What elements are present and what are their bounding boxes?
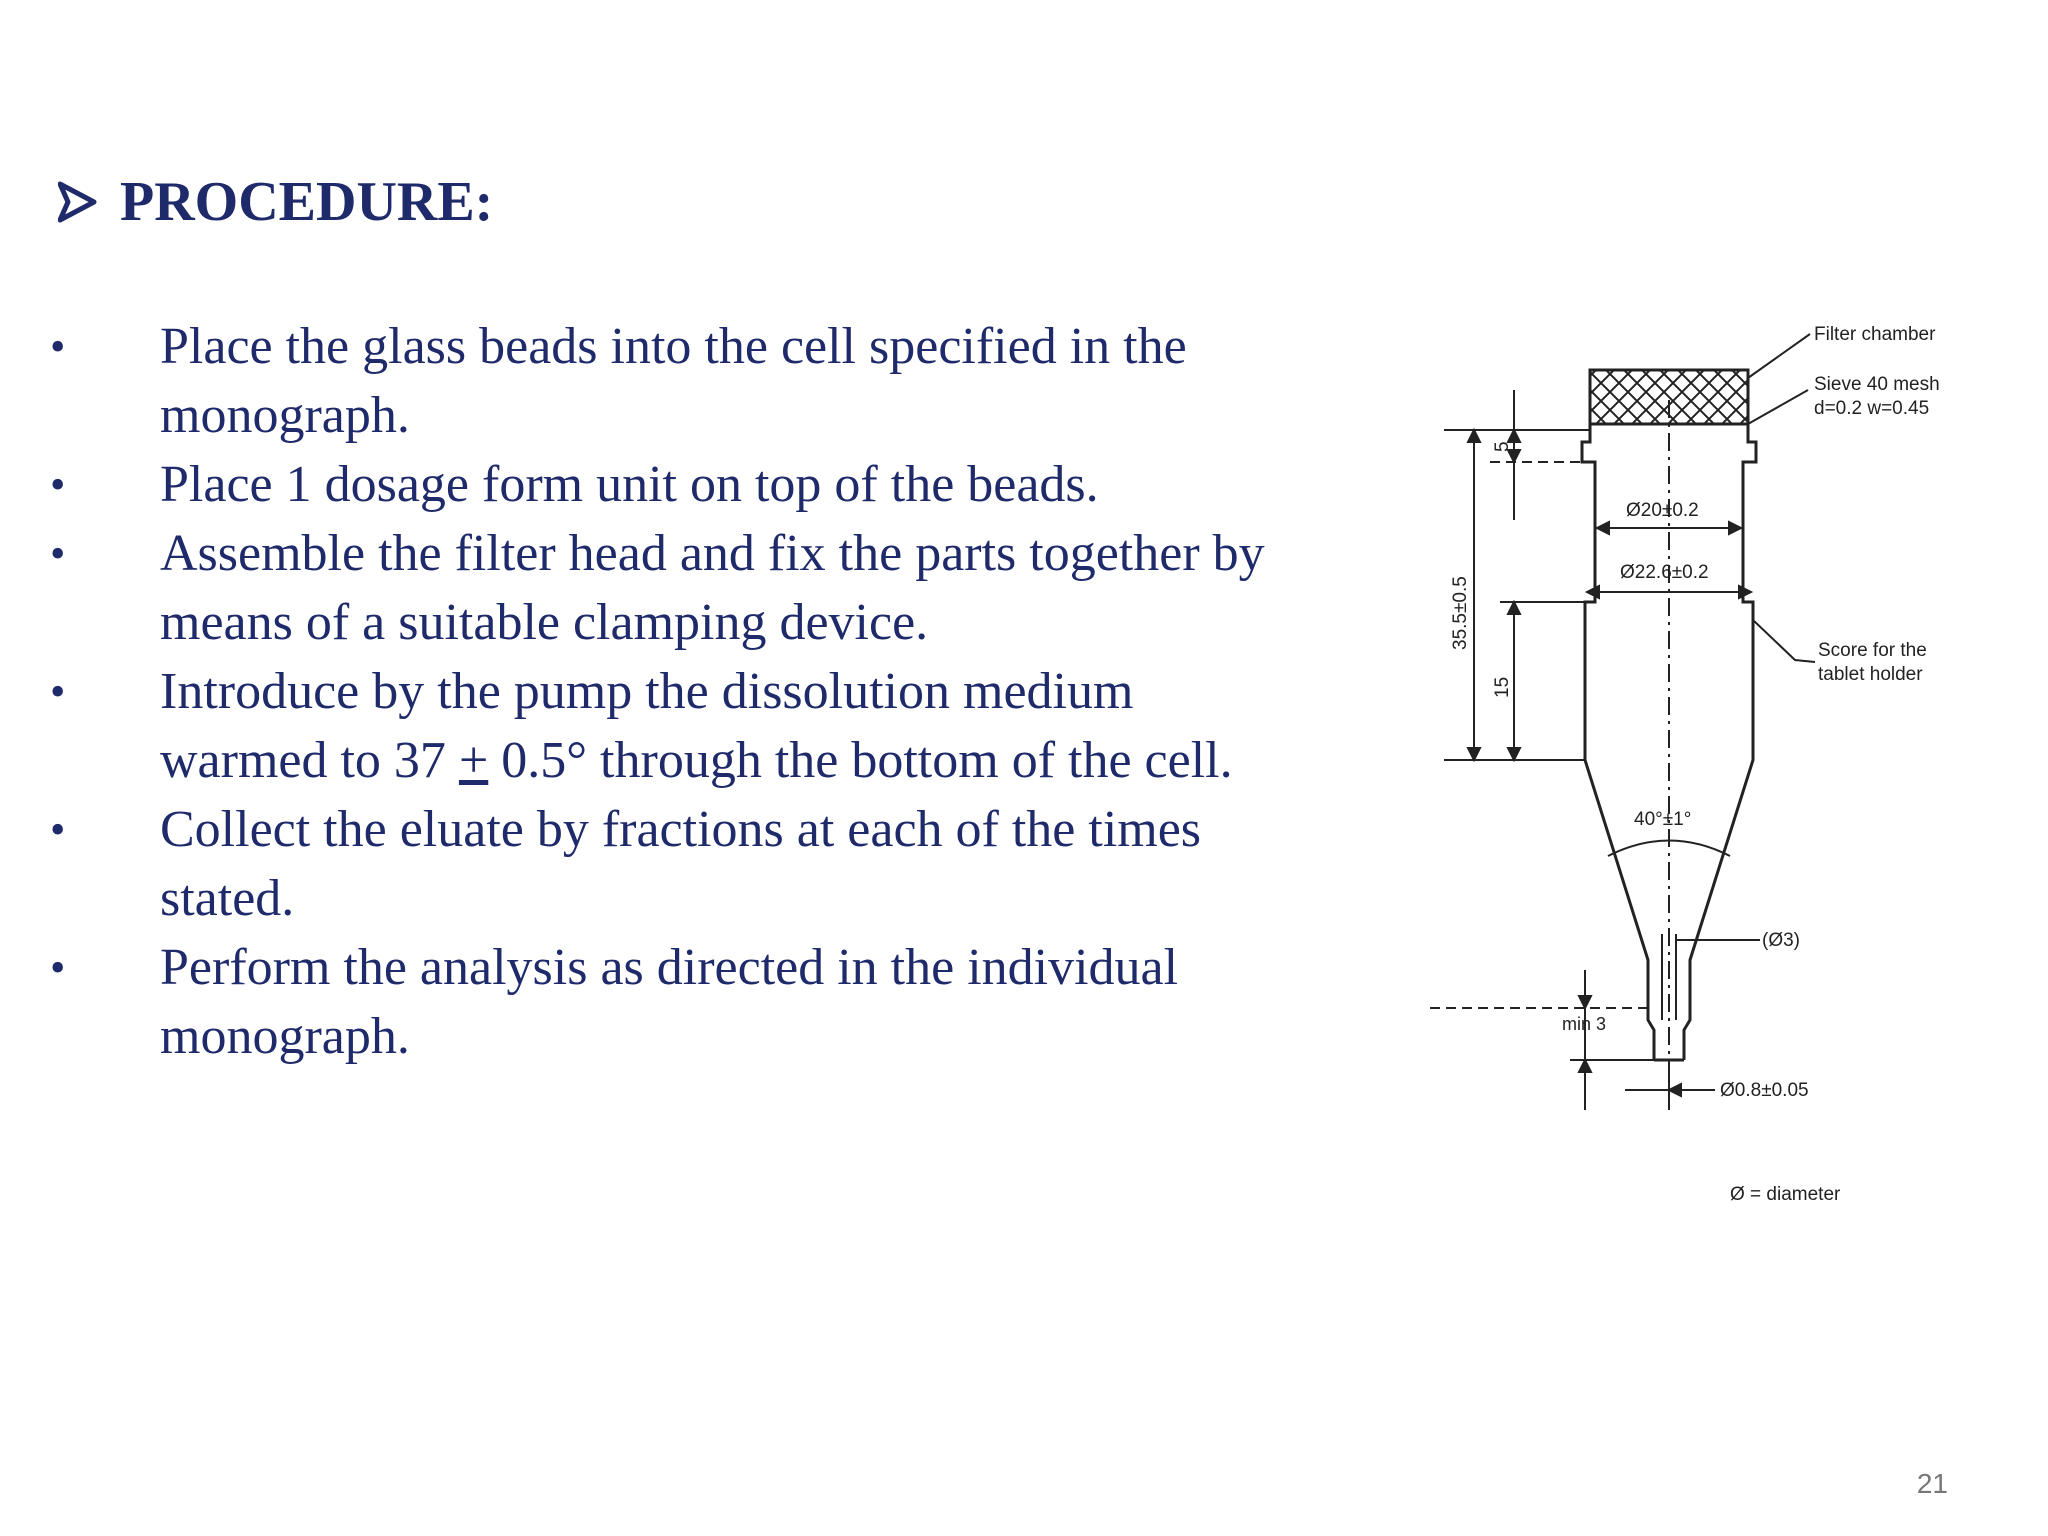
tube-diameter-label: (Ø3) — [1762, 930, 1800, 951]
list-item — [50, 933, 1270, 1071]
callout-leaders — [1748, 334, 1815, 662]
outlet-diameter-label: Ø0.8±0.05 — [1720, 1080, 1809, 1101]
bullet: • — [50, 943, 66, 992]
list-item — [50, 312, 1270, 450]
step-text-start: Introduce by the pump the dissolution medium warmed to 37 — [160, 663, 1134, 789]
height-dimensions — [1430, 390, 1654, 1110]
bullet: • — [50, 322, 66, 371]
bullet: • — [50, 529, 66, 578]
outlet-dimension — [1625, 1060, 1715, 1110]
page-number: 21 — [1916, 1468, 1948, 1499]
score-label-line1: Score for the — [1818, 640, 1927, 661]
flow-through-cell-diagram — [1430, 320, 1970, 1240]
bullet: • — [50, 460, 66, 509]
list-item — [50, 657, 1270, 795]
min-height-label: min 3 — [1562, 1014, 1607, 1034]
section-heading — [58, 170, 493, 234]
bullet: • — [50, 667, 66, 716]
sieve-label-line1: Sieve 40 mesh — [1814, 374, 1940, 395]
procedure-list — [50, 312, 1270, 1071]
step-text-end: 0.5° through the bottom of the cell. — [488, 732, 1233, 789]
outer-diameter-label: Ø22.6±0.2 — [1620, 562, 1709, 583]
sieve-label-line2: d=0.2 w=0.45 — [1814, 398, 1930, 419]
total-height-label: 35.5±0.5 — [1450, 576, 1471, 650]
list-item — [50, 795, 1270, 933]
score-label-line2: tablet holder — [1818, 664, 1923, 685]
step-text: Place the glass beads into the cell specified in the monograph. — [160, 318, 1187, 444]
list-item — [50, 450, 1270, 519]
top-height-label: 5 — [1492, 441, 1513, 452]
angle-label: 40°±1° — [1634, 809, 1692, 830]
plus-minus-sign: + — [458, 732, 489, 789]
list-item — [50, 519, 1270, 657]
filter-chamber-label: Filter chamber — [1814, 324, 1936, 345]
step-text: Perform the analysis as directed in the individual monograph. — [160, 939, 1179, 1065]
bullet: • — [50, 805, 66, 854]
step-text: Assemble the filter head and fix the parts together by means of a suitable clamping device. — [160, 525, 1265, 651]
heading-text: PROCEDURE: — [120, 171, 494, 233]
lower-height-label: 15 — [1492, 676, 1513, 698]
step-text: Place 1 dosage form unit on top of the beads. — [160, 456, 1099, 513]
diameter-legend: Ø = diameter — [1730, 1184, 1841, 1205]
arrow-bullet-icon — [58, 180, 98, 224]
inner-diameter-label: Ø20±0.2 — [1626, 500, 1699, 521]
step-text: Collect the eluate by fractions at each of the times stated. — [160, 801, 1202, 927]
